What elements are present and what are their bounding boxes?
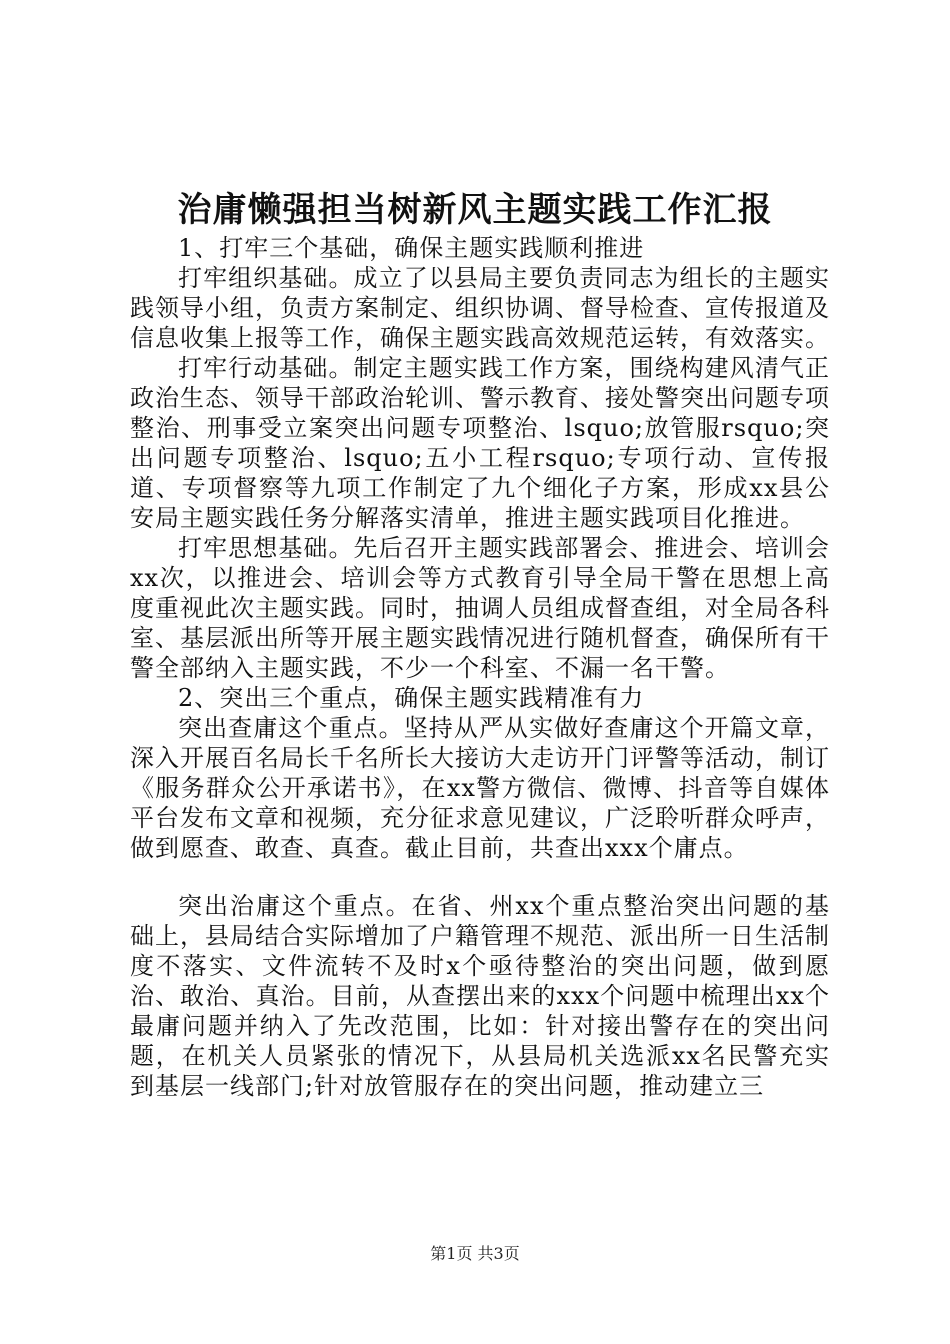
- paragraph-govern: 突出治庸这个重点。在省、州xx个重点整治突出问题的基础上，县局结合实际增加了户籍管理不规范、派出所一日生活制度不落实、文件流转不及时x个亟待整治的突出问题，做到愿治、敢治、真治。目前，从查摆出来的xxx个问题中梳理出xx个最庸问题并纳入了先改范围，比如：针对接出警存在的突出问题，在机关人员紧张的情况下，从县局机关选派xx名民警充实到基层一线部门;针对放管服存在的突出问题，推动建立三: [130, 892, 830, 1100]
- document-body: [130, 233, 830, 1101]
- page-footer: 第1页 共3页: [430, 1244, 520, 1263]
- section-heading-1: 1、打牢三个基础，确保主题实践顺利推进: [178, 234, 645, 262]
- paragraph-spacer: [130, 863, 830, 891]
- paragraph-action: 打牢行动基础。制定主题实践工作方案，围绕构建风清气正政治生态、领导干部政治轮训、警示教育、接处警突出问题专项整治、刑事受立案突出问题专项整治、lsquo;放管服rsquo;突出问题专项整治、lsquo;五小工程rsquo;专项行动、宣传报道、专项督察等九项工作制定了九个细化子方案，形成xx县公安局主题实践任务分解落实清单，推进主题实践项目化推进。: [130, 354, 830, 532]
- paragraph-organization: 打牢组织基础。成立了以县局主要负责同志为组长的主题实践领导小组，负责方案制定、组织协调、督导检查、宣传报道及信息收集上报等工作，确保主题实践高效规范运转，有效落实。: [130, 264, 830, 352]
- document-title: 治庸懒强担当树新风主题实践工作汇报: [177, 190, 773, 230]
- paragraph-thought: 打牢思想基础。先后召开主题实践部署会、推进会、培训会xx次，以推进会、培训会等方式教育引导全局干警在思想上高度重视此次主题实践。同时，抽调人员组成督查组，对全局各科室、基层派出所等开展主题实践情况进行随机督查，确保所有干警全部纳入主题实践，不少一个科室、不漏一名干警。: [130, 534, 830, 682]
- paragraph-check: 突出查庸这个重点。坚持从严从实做好查庸这个开篇文章，深入开展百名局长千名所长大接访大走访开门评警等活动，制订《服务群众公开承诺书》，在xx警方微信、微博、抖音等自媒体平台发布文章和视频，充分征求意见建议，广泛聆听群众呼声，做到愿查、敢查、真查。截止目前，共查出xxx个庸点。: [130, 714, 830, 862]
- section-heading-2: 2、突出三个重点，确保主题实践精准有力: [178, 684, 645, 712]
